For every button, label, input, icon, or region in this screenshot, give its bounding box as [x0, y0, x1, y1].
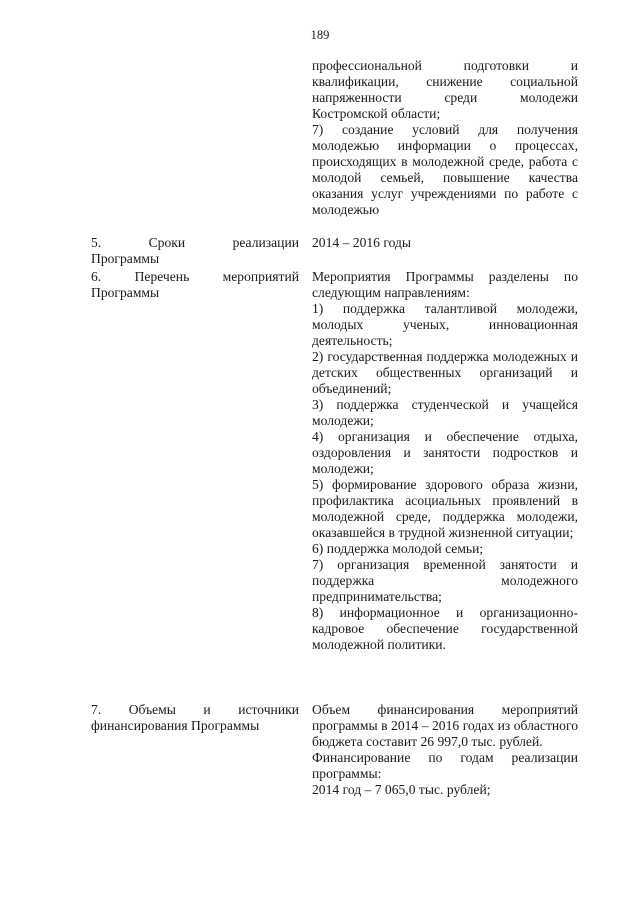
row-6-label [91, 269, 299, 301]
continuation-paragraph-1: профессиональной подготовки и квалификации, снижение социальной напряженности среди молодежи Костромской области; [312, 58, 578, 121]
row-7-label-line-1: 7. Объемы и источники [91, 702, 299, 717]
row-5-label-line-1: 5. Сроки реализации [91, 235, 299, 250]
row-7-paragraph-1: Объем финансирования мероприятий программы в 2014 – 2016 годах из областного бюджета составит 26 997,0 тыс. рублей. [312, 702, 578, 749]
row-6-paragraph-5: 4) организация и обеспечение отдыха, оздоровления и занятости подростков и молодежи; [312, 429, 578, 476]
row-6-paragraph-1: Мероприятия Программы разделены по следующим направлениям: [312, 269, 578, 300]
row-6-paragraph-4: 3) поддержка студенческой и учащейся молодежи; [312, 397, 578, 428]
row-6-paragraph-9: 8) информационное и организационно-кадровое обеспечение государственной молодежной политики. [312, 605, 578, 652]
row-7-value [312, 702, 578, 798]
continuation-paragraph-2: 7) создание условий для получения молодежью информации о процессах, происходящих в молодежной среде, работа с молодой семьей, повышение качества оказания услуг учреждениями по работе с молодежью [312, 122, 578, 217]
row-6-label-line-2: Программы [91, 285, 160, 300]
row-5-label-line-2: Программы [91, 251, 160, 266]
page-number: 189 [310, 28, 330, 42]
row-5-value [312, 235, 578, 251]
row-7-label [91, 702, 299, 734]
row-5-paragraph-1: 2014 – 2016 годы [312, 235, 412, 250]
row-6-label-line-1: 6. Перечень мероприятий [91, 269, 299, 284]
row-7-paragraph-3: 2014 год – 7 065,0 тыс. рублей; [312, 782, 491, 797]
row-6-paragraph-8: 7) организация временной занятости и поддержка молодежного предпринимательства; [312, 557, 578, 604]
row-6-value [312, 269, 578, 653]
row-6-paragraph-6: 5) формирование здорового образа жизни, профилактика асоциальных проявлений в молодежной среде, поддержка молодежи, оказавшейся в трудной жизненной ситуации; [312, 477, 578, 540]
row-7-label-line-2: финансирования Программы [91, 718, 260, 733]
row-7-paragraph-2: Финансирование по годам реализации программы: [312, 750, 578, 781]
continuation-cell [312, 58, 578, 218]
row-6-paragraph-3: 2) государственная поддержка молодежных и детских общественных организаций и объединений; [312, 349, 578, 396]
row-5-label [91, 235, 299, 267]
row-6-paragraph-2: 1) поддержка талантливой молодежи, молодых ученых, инновационная деятельность; [312, 301, 578, 348]
row-6-paragraph-7: 6) поддержка молодой семьи; [312, 541, 484, 556]
